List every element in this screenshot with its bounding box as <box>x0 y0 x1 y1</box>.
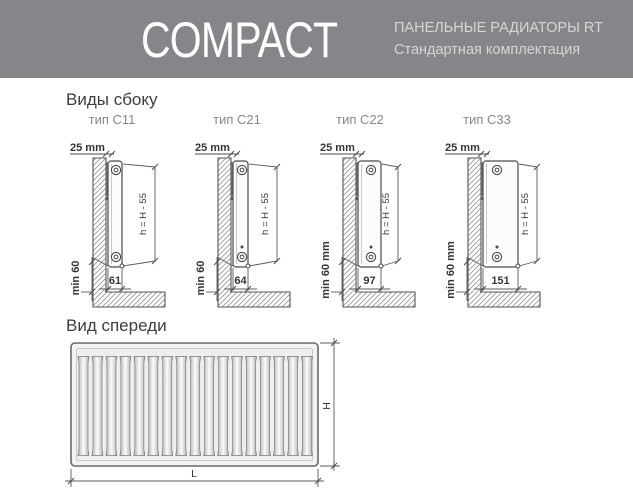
floor-clearance-label: min 60 mm <box>445 241 457 299</box>
header-banner <box>0 0 633 78</box>
vent-dot <box>496 246 499 249</box>
front-view-svg <box>40 336 360 496</box>
radiator-slot <box>273 357 284 456</box>
wall-offset-label: 25 mm <box>70 142 105 154</box>
wall-offset-label: 25 mm <box>195 142 230 154</box>
height-formula-label: h = H - 55 <box>520 193 531 235</box>
floor-clearance-label: min 60 <box>195 260 207 296</box>
depth-dimension-label: 151 <box>491 275 510 287</box>
vent-dot <box>241 246 244 249</box>
depth-dimension-label: 97 <box>363 275 376 287</box>
radiator-slot <box>162 357 173 456</box>
radiator-slot <box>246 357 257 456</box>
height-formula-label: h = H - 55 <box>381 193 392 235</box>
radiator-slot <box>204 357 215 456</box>
floor-clearance-label: min 60 <box>70 260 82 296</box>
radiator-slot <box>232 357 243 456</box>
connection-boss <box>492 252 501 261</box>
side-view-svg <box>191 138 315 310</box>
radiator-slot <box>176 357 187 456</box>
depth-dimension-label: 64 <box>234 275 247 287</box>
type-label-c33: тип C33 <box>463 112 511 127</box>
radiator-slot <box>190 357 201 456</box>
connection-boss <box>237 252 246 261</box>
radiator-slot <box>134 357 145 456</box>
subtitle-line-1: ПАНЕЛЬНЫЕ РАДИАТОРЫ RT <box>394 20 603 36</box>
dimension-line <box>123 261 155 266</box>
connection-boss <box>492 165 501 174</box>
front-view-diagram <box>40 336 360 496</box>
depth-dimension-label: 61 <box>108 275 122 287</box>
height-formula-label: h = H - 55 <box>260 193 271 235</box>
radiator-body <box>108 161 122 267</box>
radiator-slot <box>148 357 159 456</box>
header-subtitle <box>394 17 603 61</box>
length-dimension-label: L <box>191 468 197 480</box>
dimension-line <box>249 164 277 167</box>
radiator-slot <box>218 357 229 456</box>
vent-dot <box>370 246 373 249</box>
height-dimension-label: H <box>321 402 333 410</box>
radiator-body <box>233 161 248 267</box>
type-label-c21: тип C21 <box>213 112 261 127</box>
connection-boss <box>237 165 246 174</box>
side-view-diagram-c21 <box>191 138 315 310</box>
radiator-slot <box>92 357 103 456</box>
type-label-c11: тип C11 <box>88 112 136 127</box>
side-view-svg <box>316 138 440 310</box>
radiator-body <box>483 161 518 267</box>
side-view-diagram-c22 <box>316 138 440 310</box>
dimension-line <box>382 164 398 167</box>
dimension-line <box>123 164 155 167</box>
wall-offset-label: 25 mm <box>445 142 480 154</box>
dimension-line <box>519 164 537 167</box>
connection-boss <box>111 252 120 261</box>
height-formula-label: h = H - 55 <box>138 193 149 235</box>
radiator-slot <box>301 357 312 456</box>
connection-boss <box>366 252 375 261</box>
connection-boss <box>366 165 375 174</box>
wall-and-floor <box>93 158 165 307</box>
wall-and-floor <box>218 158 290 307</box>
radiator-slot <box>106 357 117 456</box>
connection-boss <box>111 165 120 174</box>
wall-offset-label: 25 mm <box>320 142 355 154</box>
type-label-c22: тип C22 <box>336 112 384 127</box>
radiator-slot <box>260 357 271 456</box>
side-view-diagram-c11 <box>66 138 190 310</box>
radiator-slot <box>120 357 131 456</box>
radiator-slot <box>287 357 298 456</box>
front-view-heading: Вид спереди <box>66 316 167 335</box>
side-view-diagram-c33 <box>441 138 565 310</box>
dimension-line <box>249 261 277 266</box>
subtitle-line-2: Стандартная комплектация <box>394 42 581 58</box>
side-view-svg <box>66 138 190 310</box>
brand-logo: COMPACT <box>141 12 338 68</box>
floor-clearance-label: min 60 mm <box>320 241 332 299</box>
side-view-svg <box>441 138 565 310</box>
radiator-slot <box>78 357 89 456</box>
side-views-heading: Виды сбоку <box>66 90 158 109</box>
